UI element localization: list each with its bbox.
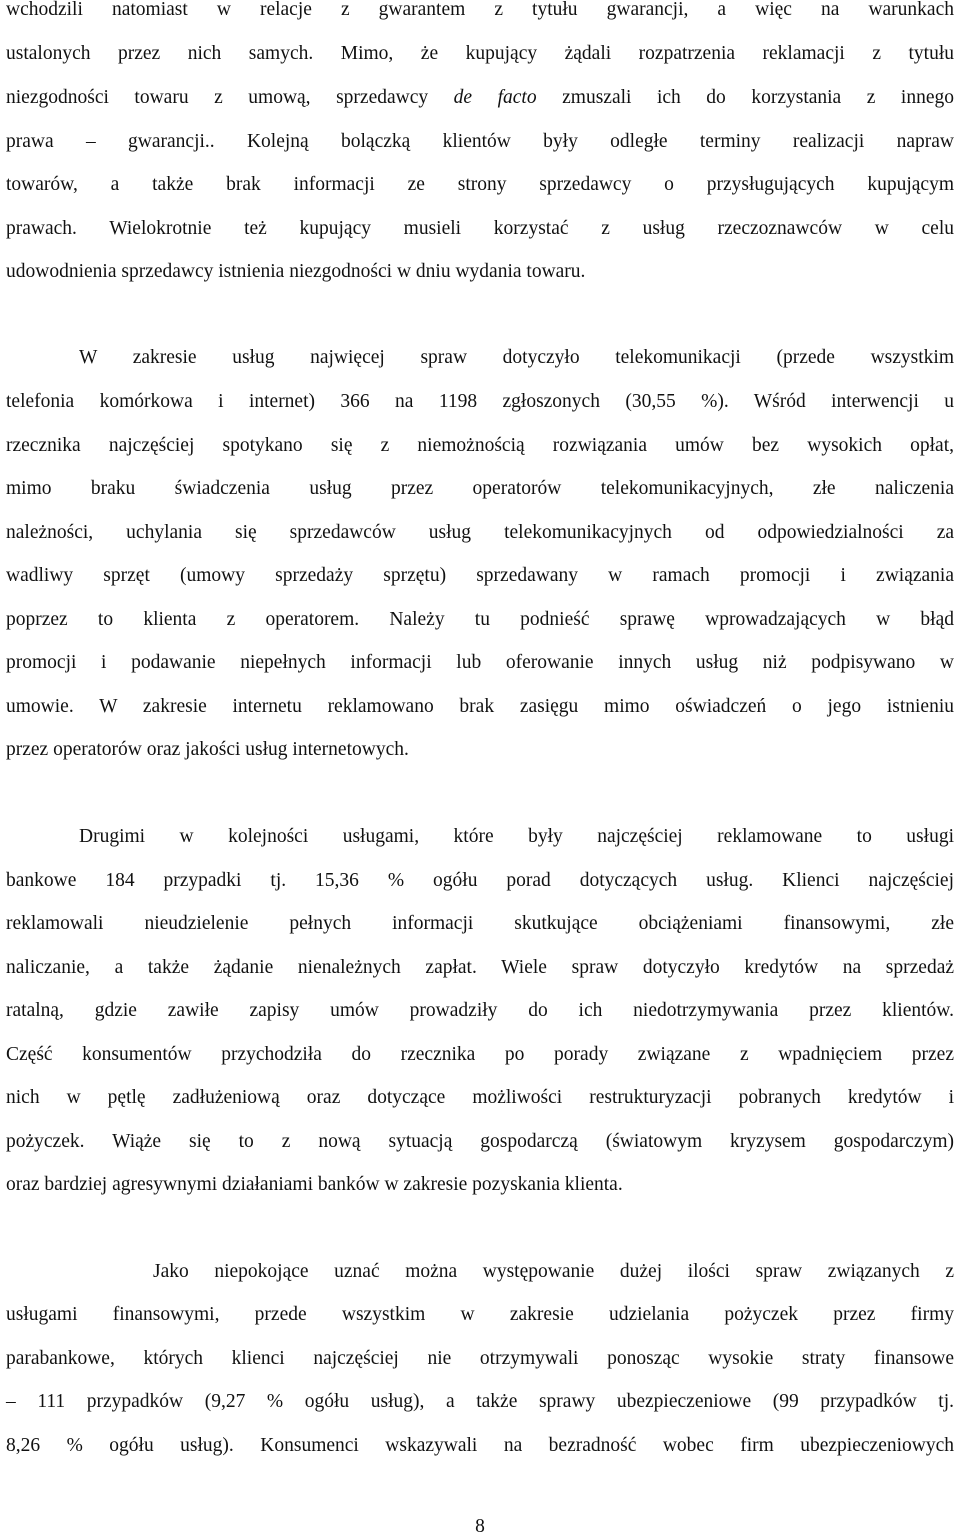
text-line: rzecznika najczęściej spotykano się z niemożnością rozwiązania umów bez wysokich opłat, (6, 435, 954, 456)
text-line: prawa – gwarancji.. Kolejną bolączką klientów były odległe terminy realizacji napraw (6, 131, 954, 152)
text-line: prawach. Wielokrotnie też kupujący musieli korzystać z usług rzeczoznawców w celu (6, 218, 954, 239)
text-line: bankowe 184 przypadki tj. 15,36 % ogółu porad dotyczących usług. Klienci najczęściej (6, 870, 954, 891)
text-line: ratalną, gdzie zawiłe zapisy umów prowadziły do ich niedotrzymywania przez klientów. (6, 1000, 954, 1021)
text-line: umowie. W zakresie internetu reklamowano brak zasięgu mimo oświadczeń o jego istnieniu (6, 696, 954, 717)
text-line: Część konsumentów przychodziła do rzecznika po porady związane z wpadnięciem przez (6, 1044, 954, 1065)
text-line: oraz bardziej agresywnymi działaniami banków w zakresie pozyskania klienta. (6, 1174, 623, 1195)
text-line: pożyczek. Wiąże się to z nową sytuacją gospodarczą (światowym kryzysem gospodarczym) (6, 1131, 954, 1152)
text-line: Jako niepokojące uznać można występowanie dużej ilości spraw związanych z (153, 1261, 954, 1282)
text-line: – 111 przypadków (9,27 % ogółu usług), a także sprawy ubezpieczeniowe (99 przypadków tj. (6, 1391, 954, 1412)
text-line: W zakresie usług najwięcej spraw dotyczyło telekomunikacji (przede wszystkim (79, 347, 954, 368)
text-line: należności, uchylania się sprzedawców usług telekomunikacyjnych od odpowiedzialności za (6, 522, 954, 543)
text-span: niezgodności towaru z umową, sprzedawcy (6, 87, 454, 108)
text-line: towarów, a także brak informacji ze strony sprzedawcy o przysługujących kupującym (6, 174, 954, 195)
text-line (6, 86, 954, 110)
text-line: naliczanie, a także żądanie nienależnych zapłat. Wiele spraw dotyczyło kredytów na sprzedaż (6, 957, 954, 978)
text-span: zmuszali ich do korzystania z innego (536, 87, 954, 108)
text-line: poprzez to klienta z operatorem. Należy tu podnieść sprawę wprowadzających w błąd (6, 609, 954, 630)
text-line: Drugimi w kolejności usługami, które były najczęściej reklamowane to usługi (79, 826, 954, 847)
text-line: udowodnienia sprzedawcy istnienia niezgodności w dniu wydania towaru. (6, 261, 586, 282)
text-line: 8,26 % ogółu usług). Konsumenci wskazywali na bezradność wobec firm ubezpieczeniowych (6, 1435, 954, 1456)
text-line: wchodzili natomiast w relacje z gwarantem z tytułu gwarancji, a więc na warunkach (6, 0, 954, 20)
text-line: przez operatorów oraz jakości usług internetowych. (6, 739, 409, 760)
text-line: telefonia komórkowa i internet) 366 na 1198 zgłoszonych (30,55 %). Wśród interwencji u (6, 391, 954, 412)
text-line: usługami finansowymi, przede wszystkim w zakresie udzielania pożyczek przez firmy (6, 1304, 954, 1325)
text-line: reklamowali nieudzielenie pełnych informacji skutkujące obciążeniami finansowymi, złe (6, 913, 954, 934)
text-line: nich w pętlę zadłużeniową oraz dotyczące możliwości restrukturyzacji pobranych kredytów i (6, 1087, 954, 1108)
page-number: 8 (475, 1516, 485, 1537)
text-line: wadliwy sprzęt (umowy sprzedaży sprzętu) sprzedawany w ramach promocji i związania (6, 565, 954, 586)
text-line: promocji i podawanie niepełnych informacji lub oferowanie innych usług niż podpisywano w (6, 652, 954, 673)
text-line: mimo braku świadczenia usług przez operatorów telekomunikacyjnych, złe naliczenia (6, 478, 954, 499)
text-line: parabankowe, których klienci najczęściej nie otrzymywali ponosząc wysokie straty finansowe (6, 1348, 954, 1369)
italic-term: de facto (453, 87, 537, 108)
text-line: ustalonych przez nich samych. Mimo, że kupujący żądali rozpatrzenia reklamacji z tytułu (6, 43, 954, 64)
